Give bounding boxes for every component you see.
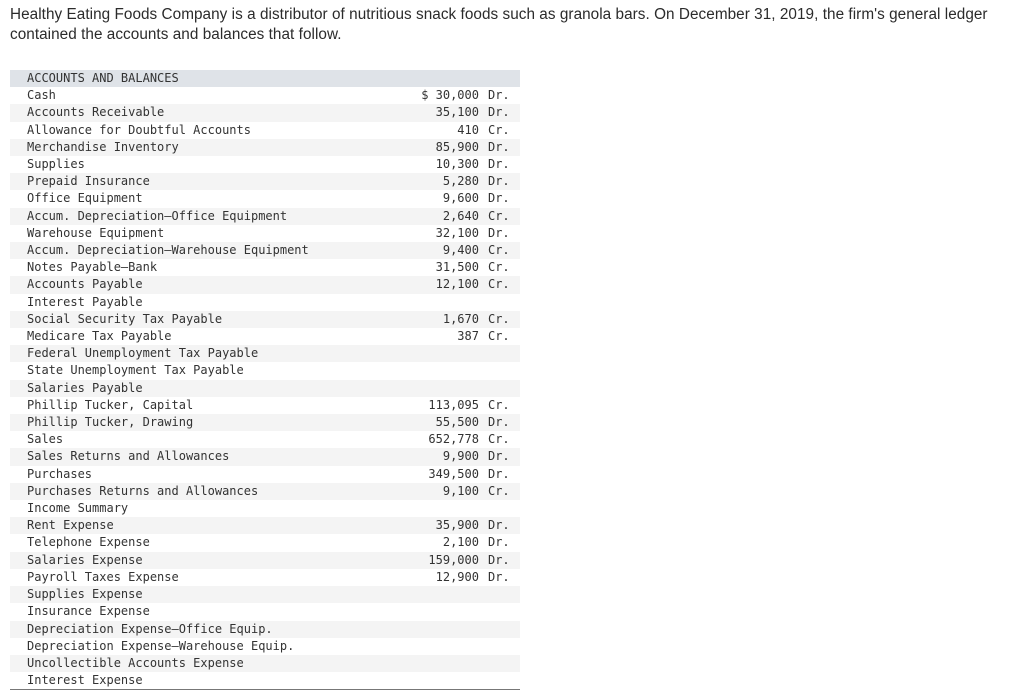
table-row — [10, 190, 520, 207]
account-name: Income Summary — [27, 501, 129, 516]
debit-credit-indicator: Dr. — [487, 569, 510, 584]
debit-credit-indicator — [482, 380, 520, 397]
account-name: Purchases Returns and Allowances — [10, 483, 402, 500]
account-name: Warehouse Equipment — [27, 225, 165, 240]
table-row — [10, 104, 520, 121]
table-row — [10, 483, 520, 500]
debit-credit-indicator: Cr. — [482, 311, 520, 328]
table-row — [10, 380, 520, 397]
account-name: Allowance for Doubtful Accounts — [27, 122, 251, 137]
debit-credit-indicator: Dr. — [487, 191, 510, 206]
account-balance: 9,400 — [402, 242, 482, 259]
account-name: Medicare Tax Payable — [27, 329, 172, 344]
table-row — [10, 414, 520, 431]
table-row — [10, 276, 520, 293]
table-row — [10, 294, 520, 311]
table-row — [10, 621, 520, 638]
account-balance: 2,100 — [442, 535, 479, 550]
account-name: Purchases — [27, 466, 93, 481]
account-balance: 35,100 — [402, 104, 482, 121]
account-balance — [402, 294, 482, 311]
account-name: Merchandise Inventory — [10, 139, 402, 156]
account-name: Salaries Payable — [10, 380, 402, 397]
table-row — [10, 173, 520, 190]
debit-credit-indicator — [482, 603, 520, 620]
account-balance — [402, 672, 482, 690]
account-balance: 35,900 — [402, 517, 482, 534]
table-row — [10, 586, 520, 603]
account-balance: 10,300 — [435, 157, 479, 172]
debit-credit-indicator: Cr. — [487, 260, 510, 275]
table-row — [10, 500, 520, 517]
account-name: Sales Returns and Allowances — [10, 448, 402, 465]
account-balance — [402, 655, 482, 672]
debit-credit-indicator: Dr. — [482, 139, 520, 156]
debit-credit-indicator — [482, 294, 520, 311]
table-row — [10, 225, 520, 242]
account-balance — [402, 586, 482, 603]
table-row — [10, 517, 520, 534]
account-name: Phillip Tucker, Drawing — [10, 414, 402, 431]
debit-credit-indicator: Dr. — [487, 535, 510, 550]
account-name: Rent Expense — [10, 517, 402, 534]
ledger-header-row — [10, 70, 520, 87]
debit-credit-indicator — [482, 362, 520, 379]
debit-credit-indicator: Dr. — [487, 157, 510, 172]
account-name: Social Security Tax Payable — [10, 311, 402, 328]
debit-credit-indicator: Cr. — [487, 397, 510, 412]
debit-credit-indicator: Cr. — [482, 276, 520, 293]
problem-intro: Healthy Eating Foods Company is a distributor of nutritious snack foods such as granola bars. On December 31, 2019, the firm's general ledger contained the accounts and balances that follow. — [10, 6, 988, 43]
table-row — [10, 345, 520, 362]
table-row — [10, 242, 520, 259]
table-row — [10, 122, 520, 139]
debit-credit-indicator — [482, 621, 520, 638]
account-name: Accounts Receivable — [10, 104, 402, 121]
account-name: Sales — [27, 432, 64, 447]
table-row — [10, 431, 520, 448]
account-balance: 32,100 — [435, 225, 479, 240]
table-row — [10, 139, 520, 156]
debit-credit-indicator: Dr. — [487, 88, 510, 103]
account-name: Supplies — [27, 157, 85, 172]
account-balance: 12,100 — [402, 276, 482, 293]
account-name: Prepaid Insurance — [10, 173, 402, 190]
account-balance: 2,640 — [402, 208, 482, 225]
account-balance — [402, 362, 482, 379]
account-balance — [402, 500, 482, 517]
account-balance: 9,100 — [402, 483, 482, 500]
table-row — [10, 311, 520, 328]
account-balance: 113,095 — [428, 397, 479, 412]
debit-credit-indicator: Dr. — [482, 552, 520, 569]
account-name: Interest Payable — [27, 294, 143, 309]
account-balance: 410 — [457, 122, 479, 137]
account-name: Interest Expense — [10, 672, 402, 690]
account-balance — [402, 603, 482, 620]
debit-credit-indicator: Cr. — [487, 329, 510, 344]
table-row — [10, 534, 520, 551]
account-balance: 9,900 — [402, 448, 482, 465]
account-balance: 85,900 — [402, 139, 482, 156]
table-row — [10, 362, 520, 379]
account-name: Supplies Expense — [10, 586, 402, 603]
account-name: Depreciation Expense–Office Equip. — [10, 621, 402, 638]
account-balance — [402, 638, 482, 655]
account-name: Phillip Tucker, Capital — [27, 397, 194, 412]
table-row — [10, 569, 520, 586]
account-balance: $ 30,000 — [421, 88, 479, 103]
debit-credit-indicator — [482, 586, 520, 603]
account-balance: 5,280 — [402, 173, 482, 190]
debit-credit-indicator: Cr. — [482, 242, 520, 259]
debit-credit-indicator: Dr. — [482, 448, 520, 465]
table-row — [10, 397, 520, 414]
account-balance: 652,778 — [428, 432, 479, 447]
debit-credit-indicator — [482, 500, 520, 517]
debit-credit-indicator: Dr. — [482, 173, 520, 190]
account-name: Office Equipment — [27, 191, 143, 206]
debit-credit-indicator: Cr. — [487, 122, 510, 137]
debit-credit-indicator: Dr. — [487, 225, 510, 240]
account-balance: 159,000 — [402, 552, 482, 569]
debit-credit-indicator: Dr. — [482, 104, 520, 121]
account-balance — [402, 621, 482, 638]
account-name: Depreciation Expense–Warehouse Equip. — [27, 638, 295, 653]
table-row — [10, 208, 520, 225]
account-name: Federal Unemployment Tax Payable — [10, 345, 402, 362]
table-row — [10, 603, 520, 620]
ledger-body — [10, 87, 520, 690]
table-row — [10, 448, 520, 465]
debit-credit-indicator: Cr. — [487, 432, 510, 447]
debit-credit-indicator: Cr. — [482, 208, 520, 225]
account-name: Telephone Expense — [27, 535, 150, 550]
account-name: Notes Payable–Bank — [27, 260, 158, 275]
debit-credit-indicator — [482, 672, 520, 690]
table-row — [10, 87, 520, 104]
debit-credit-indicator: Dr. — [487, 466, 510, 481]
account-name: Accum. Depreciation–Warehouse Equipment — [10, 242, 402, 259]
account-balance: 12,900 — [435, 569, 479, 584]
ledger-header: ACCOUNTS AND BALANCES — [10, 70, 520, 87]
ledger-table — [10, 70, 520, 690]
table-row — [10, 655, 520, 672]
account-name: Accum. Depreciation–Office Equipment — [10, 208, 402, 225]
table-row — [10, 328, 520, 345]
table-row — [10, 259, 520, 276]
account-name: Accounts Payable — [10, 276, 402, 293]
account-balance: 1,670 — [402, 311, 482, 328]
debit-credit-indicator — [482, 655, 520, 672]
account-name: Salaries Expense — [10, 552, 402, 569]
table-row — [10, 638, 520, 655]
account-name: Uncollectible Accounts Expense — [10, 655, 402, 672]
table-row — [10, 466, 520, 483]
account-name: Payroll Taxes Expense — [27, 569, 179, 584]
debit-credit-indicator: Dr. — [482, 414, 520, 431]
table-row — [10, 156, 520, 173]
account-name: State Unemployment Tax Payable — [27, 363, 244, 378]
account-balance: 31,500 — [435, 260, 479, 275]
table-row — [10, 552, 520, 569]
account-balance: 55,500 — [402, 414, 482, 431]
debit-credit-indicator — [482, 345, 520, 362]
debit-credit-indicator: Dr. — [482, 517, 520, 534]
table-row — [10, 672, 520, 690]
account-name: Cash — [27, 88, 56, 103]
account-balance — [402, 345, 482, 362]
account-balance: 9,600 — [442, 191, 479, 206]
debit-credit-indicator — [482, 638, 520, 655]
account-balance: 387 — [457, 329, 479, 344]
debit-credit-indicator: Cr. — [482, 483, 520, 500]
account-balance — [402, 380, 482, 397]
account-name: Insurance Expense — [27, 604, 150, 619]
account-balance: 349,500 — [428, 466, 479, 481]
